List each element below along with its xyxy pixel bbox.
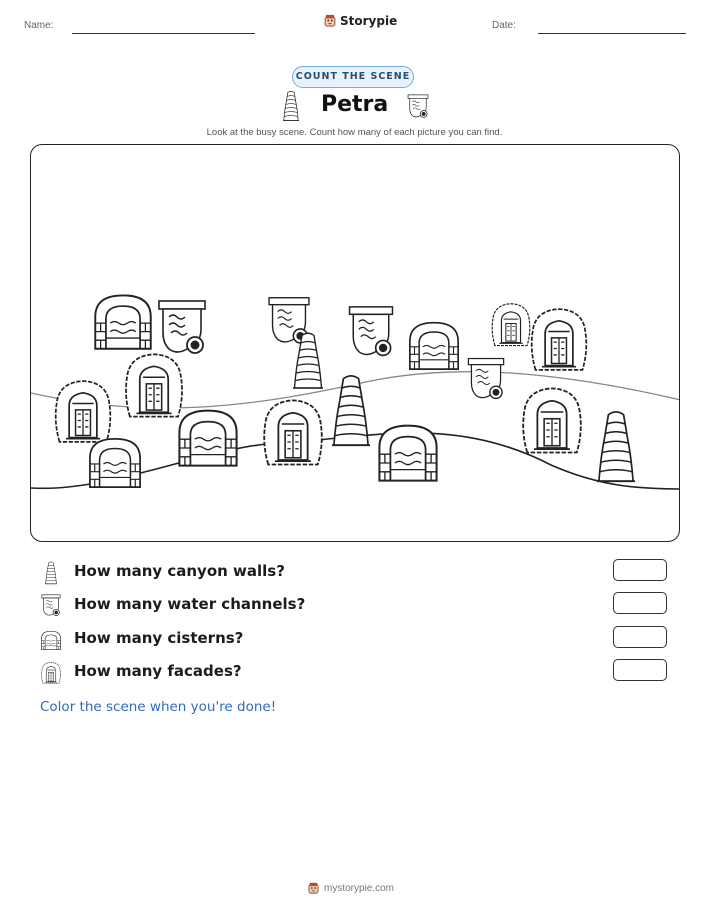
facade [492,304,530,346]
water-channel-icon [40,594,62,618]
water-channel-icon [405,94,431,120]
answer-box-water-channels[interactable] [613,592,667,614]
question-cisterns [40,626,670,654]
water-channel [350,307,393,356]
worksheet-header [0,0,709,50]
facade-icon [40,661,62,685]
canyon-wall-icon [40,561,62,585]
cistern [410,323,458,369]
facade [523,388,581,452]
name-field[interactable] [72,33,255,34]
cistern [95,295,150,348]
facade [126,354,182,416]
activity-badge: COUNT THE SCENE [292,66,414,88]
busy-scene [30,144,680,542]
cistern [179,411,236,466]
facade [56,381,111,442]
cistern [90,439,140,487]
mascot-icon [323,13,337,28]
question-water-channels [40,592,670,620]
question-facades [40,659,670,687]
color-instruction: Color the scene when you're done! [40,699,277,715]
date-label: Date: [492,20,516,31]
canyon-wall [597,412,635,481]
brand-name: Storypie [340,13,398,28]
water-channel [159,301,205,353]
page-title: Petra [321,92,389,117]
brand-logo [323,13,397,28]
footer-url[interactable]: mystorypie.com [324,882,395,894]
question-text: How many water channels? [74,595,306,613]
date-field[interactable] [538,33,686,34]
canyon-wall [332,376,370,445]
instructions: Look at the busy scene. Count how many of each picture you can find. [206,127,503,138]
answer-box-canyon-walls[interactable] [613,559,667,581]
cistern-icon [40,628,62,652]
footer [307,881,394,895]
question-text: How many cisterns? [74,629,244,647]
canyon-wall-icon [280,90,302,122]
question-text: How many facades? [74,662,242,680]
name-label: Name: [24,20,54,31]
facade [264,400,322,464]
question-text: How many canyon walls? [74,562,285,580]
scene-illustration [31,145,680,542]
answer-box-facades[interactable] [613,659,667,681]
answer-box-cisterns[interactable] [613,626,667,648]
question-canyon-walls [40,559,670,587]
cistern [379,426,436,481]
water-channel [468,359,503,399]
facade [532,309,587,370]
mascot-icon [307,881,320,895]
